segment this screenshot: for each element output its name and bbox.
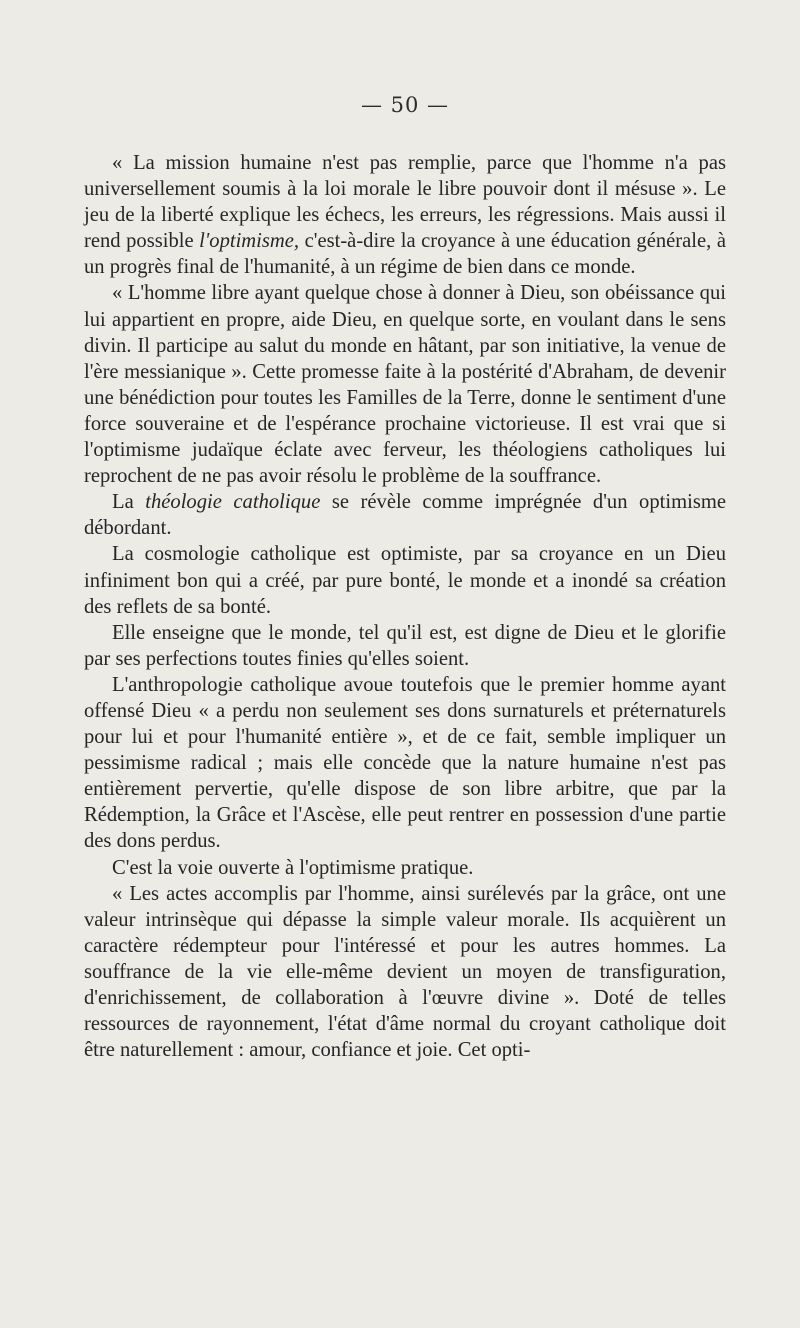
paragraph-6-text: L'anthropologie catholique avoue toutefois que le premier homme ayant offensé Dieu « a perdu non seulement ses dons surnaturels et préternaturels pour lui et pour l'humanité entière », et de ce fait, semble impliquer un pessimisme radical ; mais elle concède que la nature humaine n'est pas entièrement pervertie, qu'elle dispose de son libre arbitre, que par la Rédemption, la Grâce et l'Ascèse, elle peut rentrer en possession d'une partie des dons perdus. (84, 673, 726, 853)
paragraph-8 (84, 881, 726, 1064)
paragraph-1-text-b: c'est-à-dire la croyance à une éducation générale, à un progrès final de l'humanité, à un régime de bien dans ce monde. (84, 230, 726, 279)
body-text (84, 150, 726, 1063)
paragraph-2 (84, 280, 726, 489)
paragraph-5-text: Elle enseigne que le monde, tel qu'il est, est digne de Dieu et le glorifie par ses perfections toutes finies qu'elles soient. (84, 621, 726, 670)
paragraph-5 (84, 620, 726, 672)
paragraph-8-text: « Les actes accomplis par l'homme, ainsi surélevés par la grâce, ont une valeur intrinsèque qui dépasse la simple valeur morale. Ils acquièrent un caractère rédempteur pour l'intéressé et pour les autres hommes. La souffrance de la vie elle-même devient un moyen de transfiguration, d'enrichissement, de collaboration à l'œuvre divine ». Doté de telles ressources de rayonnement, l'état d'âme normal du croyant catholique doit être naturellement : amour, confiance et joie. Cet opti- (84, 882, 726, 1062)
paragraph-1-text-a: « La mission humaine n'est pas remplie, parce que l'homme n'a pas universellement soumis à la loi morale le libre pouvoir dont il mésuse ». Le jeu de la liberté explique les échecs, les erreurs, les régressions. Mais aussi il rend possible (84, 152, 726, 253)
paragraph-7-text: C'est la voie ouverte à l'optimisme pratique. (112, 856, 474, 879)
paragraph-6 (84, 672, 726, 855)
paragraph-3 (84, 489, 726, 541)
paragraph-4 (84, 541, 726, 619)
page-number: — 50 — (360, 93, 450, 117)
paragraph-3-text-b: se révèle comme imprégnée d'un optimisme débordant. (84, 491, 727, 540)
paragraph-4-text: La cosmologie catholique est optimiste, par sa croyance en un Dieu infiniment bon qui a créé, par pure bonté, le monde et a inondé sa création des reflets de sa bonté. (84, 543, 726, 618)
paragraph-1 (84, 150, 726, 280)
paragraph-3-italic-theologie: théologie catholique (145, 491, 321, 514)
paragraph-7 (84, 855, 726, 881)
paragraph-1-italic-optimisme: l'optimisme, (199, 230, 300, 253)
paragraph-2-text: « L'homme libre ayant quelque chose à donner à Dieu, son obéissance qui lui appartient en propre, aide Dieu, en quelque sorte, en voulant dans le sens divin. Il participe au salut du monde en hâtant, par son initiative, la venue de l'ère messianique ». Cette promesse faite à la postérité d'Abraham, de devenir une bénédiction pour toutes les Familles de la Terre, donne le sentiment d'une force souveraine et de l'espérance prochaine victorieuse. Il est vrai que si l'optimisme judaïque éclate avec ferveur, les théologiens catholiques lui reprochent de ne pas avoir résolu le problème de la souffrance. (84, 282, 726, 488)
paragraph-3-text-a: La (112, 491, 146, 514)
